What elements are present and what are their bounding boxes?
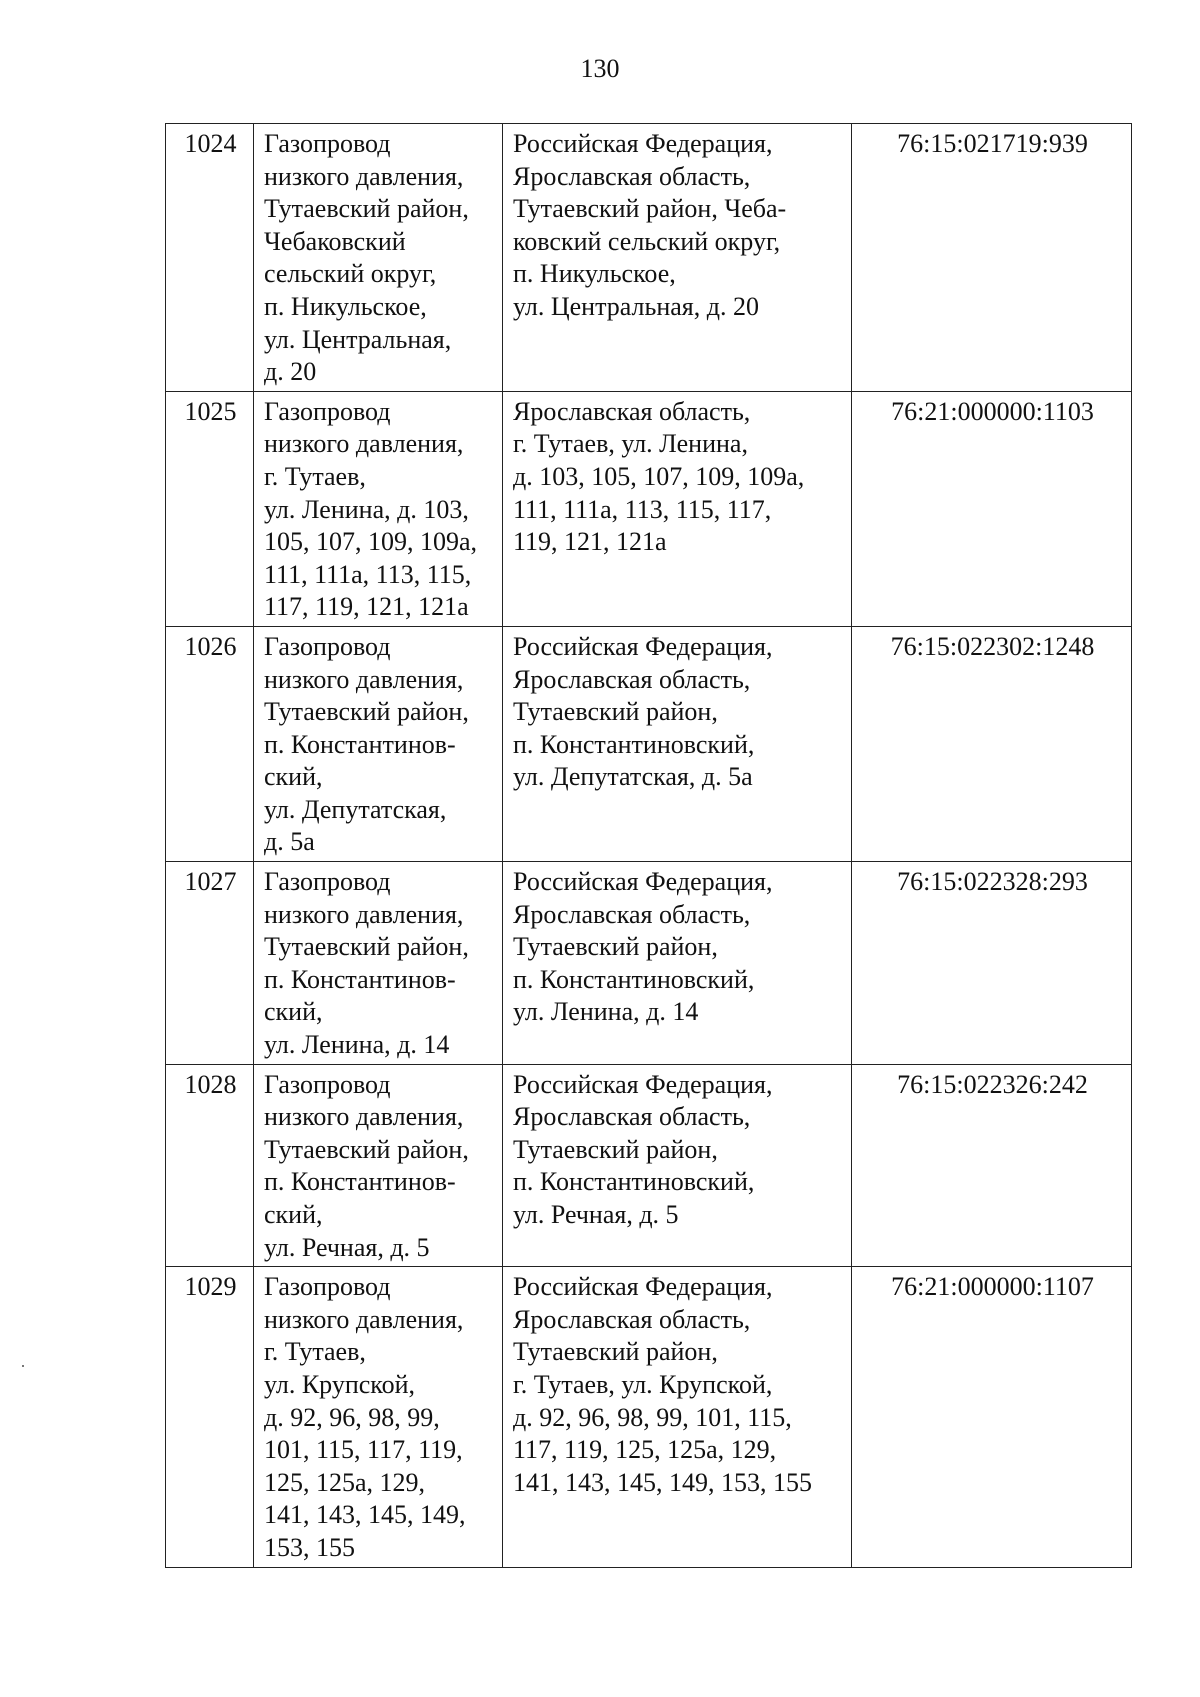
cell-line: ул. Центральная, xyxy=(264,324,452,354)
cell-line: ул. Ленина, д. 103, xyxy=(264,494,469,524)
cell-line: Тутаевский район, xyxy=(264,194,469,224)
object-name xyxy=(254,1267,503,1567)
cell-line: 141, 143, 145, 149, xyxy=(264,1500,466,1530)
cadastral-number: 76:21:000000:1103 xyxy=(852,391,1132,626)
cell-line: Российская Федерация, xyxy=(513,1069,773,1099)
cell-line: ковский сельский округ, xyxy=(513,226,781,256)
cell-line: д. 103, 105, 107, 109, 109а, xyxy=(513,461,805,491)
cell-line: Тутаевский район, xyxy=(513,1134,718,1164)
cell-line: 105, 107, 109, 109а, xyxy=(264,527,478,557)
cell-line: 101, 115, 117, 119, xyxy=(264,1435,463,1465)
registry-table xyxy=(165,123,1132,1568)
cell-line: 153, 155 xyxy=(264,1532,355,1562)
table-row xyxy=(166,1267,1132,1567)
cell-line: ский, xyxy=(264,1200,323,1229)
cell-line: г. Тутаев, xyxy=(264,1337,366,1367)
cadastral-number: 76:15:022328:293 xyxy=(852,862,1132,1065)
cell-line: п. Константиновский, xyxy=(513,964,755,994)
cell-line: Ярославская область, xyxy=(513,664,751,694)
row-number: 1027 xyxy=(166,862,254,1065)
object-address xyxy=(503,862,852,1065)
cell-line: Российская Федерация, xyxy=(513,129,773,158)
cadastral-number: 76:21:000000:1107 xyxy=(852,1267,1132,1567)
cell-line: сельский округ, xyxy=(264,259,437,289)
cell-line: ул. Депутатская, д. 5а xyxy=(513,762,753,792)
cell-line: Газопровод xyxy=(264,631,391,661)
cell-line: д. 92, 96, 98, 99, 101, 115, xyxy=(513,1402,792,1432)
cell-line: низкого давления, xyxy=(264,1102,464,1132)
cell-line: низкого давления, xyxy=(264,899,464,929)
cell-line: ский, xyxy=(264,997,323,1027)
cell-line: Российская Федерация, xyxy=(513,867,773,897)
registry-table-body xyxy=(166,124,1132,1568)
cell-line: г. Тутаев, ул. Ленина, xyxy=(513,429,748,459)
cell-line: п. Никульское, xyxy=(513,259,676,289)
cell-line: Тутаевский район, xyxy=(513,697,718,727)
cell-line: Тутаевский район, xyxy=(264,1134,469,1164)
cell-line: Газопровод xyxy=(264,1272,391,1302)
object-address xyxy=(503,391,852,626)
scan-speck xyxy=(22,1365,24,1367)
cell-line: Ярославская область, xyxy=(513,161,751,191)
cell-line: Тутаевский район, xyxy=(264,697,469,727)
cell-line: низкого давления, xyxy=(264,1304,464,1334)
page-number: 130 xyxy=(580,54,620,83)
cell-line: 119, 121, 121а xyxy=(513,527,667,557)
cell-line: 117, 119, 125, 125а, 129, xyxy=(513,1435,777,1465)
cell-line: Газопровод xyxy=(264,1069,391,1099)
cell-line: г. Тутаев, xyxy=(264,461,366,491)
cell-line: Газопровод xyxy=(264,396,391,426)
row-number: 1028 xyxy=(166,1064,254,1267)
cell-line: Российская Федерация, xyxy=(513,1272,773,1302)
table-row xyxy=(166,124,1132,392)
cell-line: Чебаковский xyxy=(264,226,406,256)
cadastral-number: 76:15:022326:242 xyxy=(852,1064,1132,1267)
cell-line: Ярославская область, xyxy=(513,1102,751,1132)
cell-line: Тутаевский район, xyxy=(513,1337,718,1367)
object-address xyxy=(503,1064,852,1267)
cell-line: д. 92, 96, 98, 99, xyxy=(264,1402,440,1432)
cell-line: Ярославская область, xyxy=(513,396,751,426)
table-row xyxy=(166,626,1132,861)
table-row xyxy=(166,391,1132,626)
object-name xyxy=(254,124,503,392)
cell-line: п. Константинов- xyxy=(264,1167,456,1197)
cell-line: д. 5а xyxy=(264,827,315,857)
cell-line: г. Тутаев, ул. Крупской, xyxy=(513,1369,773,1399)
cell-line: 111, 111а, 113, 115, xyxy=(264,559,472,589)
cell-line: Газопровод xyxy=(264,129,391,158)
cell-line: п. Константинов- xyxy=(264,729,456,759)
cell-line: 117, 119, 121, 121а xyxy=(264,592,469,622)
cell-line: низкого давления, xyxy=(264,664,464,694)
row-number: 1029 xyxy=(166,1267,254,1567)
object-address xyxy=(503,1267,852,1567)
object-address xyxy=(503,626,852,861)
cell-line: ул. Ленина, д. 14 xyxy=(513,997,699,1027)
row-number: 1024 xyxy=(166,124,254,392)
cell-line: ул. Центральная, д. 20 xyxy=(513,291,759,321)
object-name xyxy=(254,626,503,861)
cell-line: Ярославская область, xyxy=(513,1304,751,1334)
row-number: 1026 xyxy=(166,626,254,861)
object-name xyxy=(254,1064,503,1267)
object-address xyxy=(503,124,852,392)
table-row xyxy=(166,862,1132,1065)
object-name xyxy=(254,391,503,626)
cadastral-number: 76:15:022302:1248 xyxy=(852,626,1132,861)
cell-line: п. Никульское, xyxy=(264,291,427,321)
cell-line: ул. Ленина, д. 14 xyxy=(264,1030,450,1060)
cell-line: ул. Крупской, xyxy=(264,1369,416,1399)
cell-line: ул. Речная, д. 5 xyxy=(264,1232,430,1262)
cell-line: Газопровод xyxy=(264,867,391,897)
object-name xyxy=(254,862,503,1065)
cell-line: низкого давления, xyxy=(264,429,464,459)
cell-line: Ярославская область, xyxy=(513,899,751,929)
cell-line: Российская Федерация, xyxy=(513,631,773,661)
cell-line: ский, xyxy=(264,762,323,792)
cadastral-number: 76:15:021719:939 xyxy=(852,124,1132,392)
cell-line: Тутаевский район, xyxy=(264,932,469,962)
cell-line: 141, 143, 145, 149, 153, 155 xyxy=(513,1467,812,1497)
cell-line: Тутаевский район, xyxy=(513,932,718,962)
cell-line: ул. Депутатская, xyxy=(264,794,447,824)
table-row xyxy=(166,1064,1132,1267)
cell-line: 111, 111а, 113, 115, 117, xyxy=(513,494,772,524)
cell-line: Тутаевский район, Чеба- xyxy=(513,194,787,224)
cell-line: п. Константинов- xyxy=(264,964,456,994)
cell-line: низкого давления, xyxy=(264,161,464,191)
row-number: 1025 xyxy=(166,391,254,626)
cell-line: ул. Речная, д. 5 xyxy=(513,1200,679,1229)
cell-line: п. Константиновский, xyxy=(513,1167,755,1197)
cell-line: п. Константиновский, xyxy=(513,729,755,759)
cell-line: 125, 125а, 129, xyxy=(264,1467,426,1497)
cell-line: д. 20 xyxy=(264,357,317,387)
